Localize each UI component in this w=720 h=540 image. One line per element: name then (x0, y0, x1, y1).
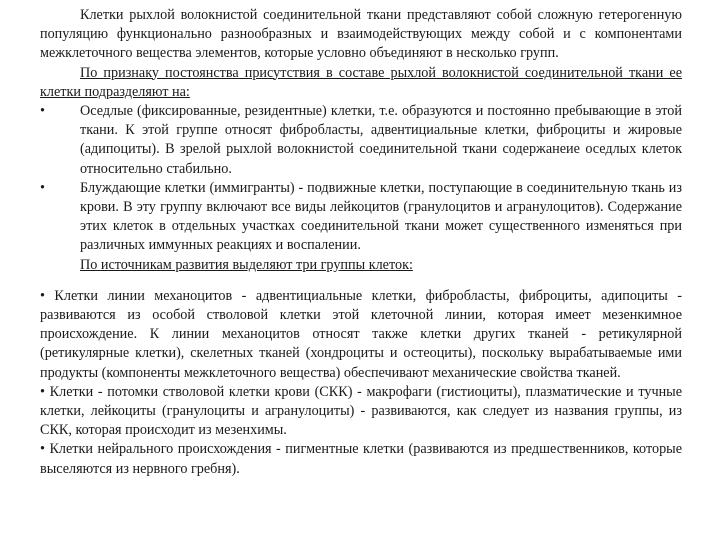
origin-heading-text: По источникам развития выделяют три группы клеток: (80, 256, 413, 273)
persistence-heading (40, 64, 682, 102)
section-gap (40, 275, 682, 287)
bullet-wandering-cells (40, 179, 682, 256)
document-page (40, 6, 682, 479)
bullet-sedentary-cells (40, 102, 682, 179)
bullet-wandering-text: Блуждающие клетки (иммигранты) - подвижные клетки, поступающие в соединительную ткань из крови. В эту группу включают все виды лейкоцитов (гранулоцитов и агранулоцитов). Содержание этих клеток в отдельных участках соединительной ткани может существенного изменяться при различных иммунных реакциях и воспалении. (80, 179, 682, 254)
hsc-descendants-item: • Клетки - потомки стволовой клетки крови (СКК) - макрофаги (гистиоциты), плазматические и тучные клетки, лейкоциты (гранулоциты и агранулоциты) - развиваются, как следует из названия группы, из СКК, которая происходит из мезенхимы. (40, 383, 682, 439)
persistence-heading-text: По признаку постоянства присутствия в составе рыхлой волокнистой соединительной ткани ее клетки подразделяют на: (40, 64, 682, 100)
origin-heading (40, 256, 682, 275)
mechanocytes-item: • Клетки линии механоцитов - адвентициальные клетки, фибробласты, фиброциты, адипоциты - развиваются из особой стволовой клетки этой клеточной линии, которая имеет мезенкимное происхождение. К линии механоцитов относят также клетки других тканей - ретикулярной (ретикулярные клетки), скелетных тканей (хондроциты и остеоциты), поскольку вырабатываемые ими продукты (компоненты межклеточного вещества) обеспечивают механические свойства тканей. (40, 287, 682, 381)
bullet-sedentary-text: Оседлые (фиксированные, резидентные) клетки, т.е. образуются и постоянно пребывающие в этой ткани. К этой группе относят фибробласты, адвентициальные клетки, фиброциты и жировые (адипоциты). В зрелой рыхлой волокнистой соединительной ткани содержанеие оседлых клеток относительно стабильно. (80, 103, 682, 177)
intro-paragraph: Клетки рыхлой волокнистой соединительной ткани представляют собой сложную гетерогенную популяцию функционально разнообразных и взаимодействующих между собой и с компонентами межклеточного вещества элементов, которые условно объединяют в несколько групп. (40, 7, 682, 62)
neural-origin-item: • Клетки нейрального происхождения - пигментные клетки (развиваются из предшественников, которые выселяются из нервного гребня). (40, 441, 682, 477)
bullet-marker: • (40, 179, 45, 196)
bullet-marker: • (40, 103, 45, 120)
